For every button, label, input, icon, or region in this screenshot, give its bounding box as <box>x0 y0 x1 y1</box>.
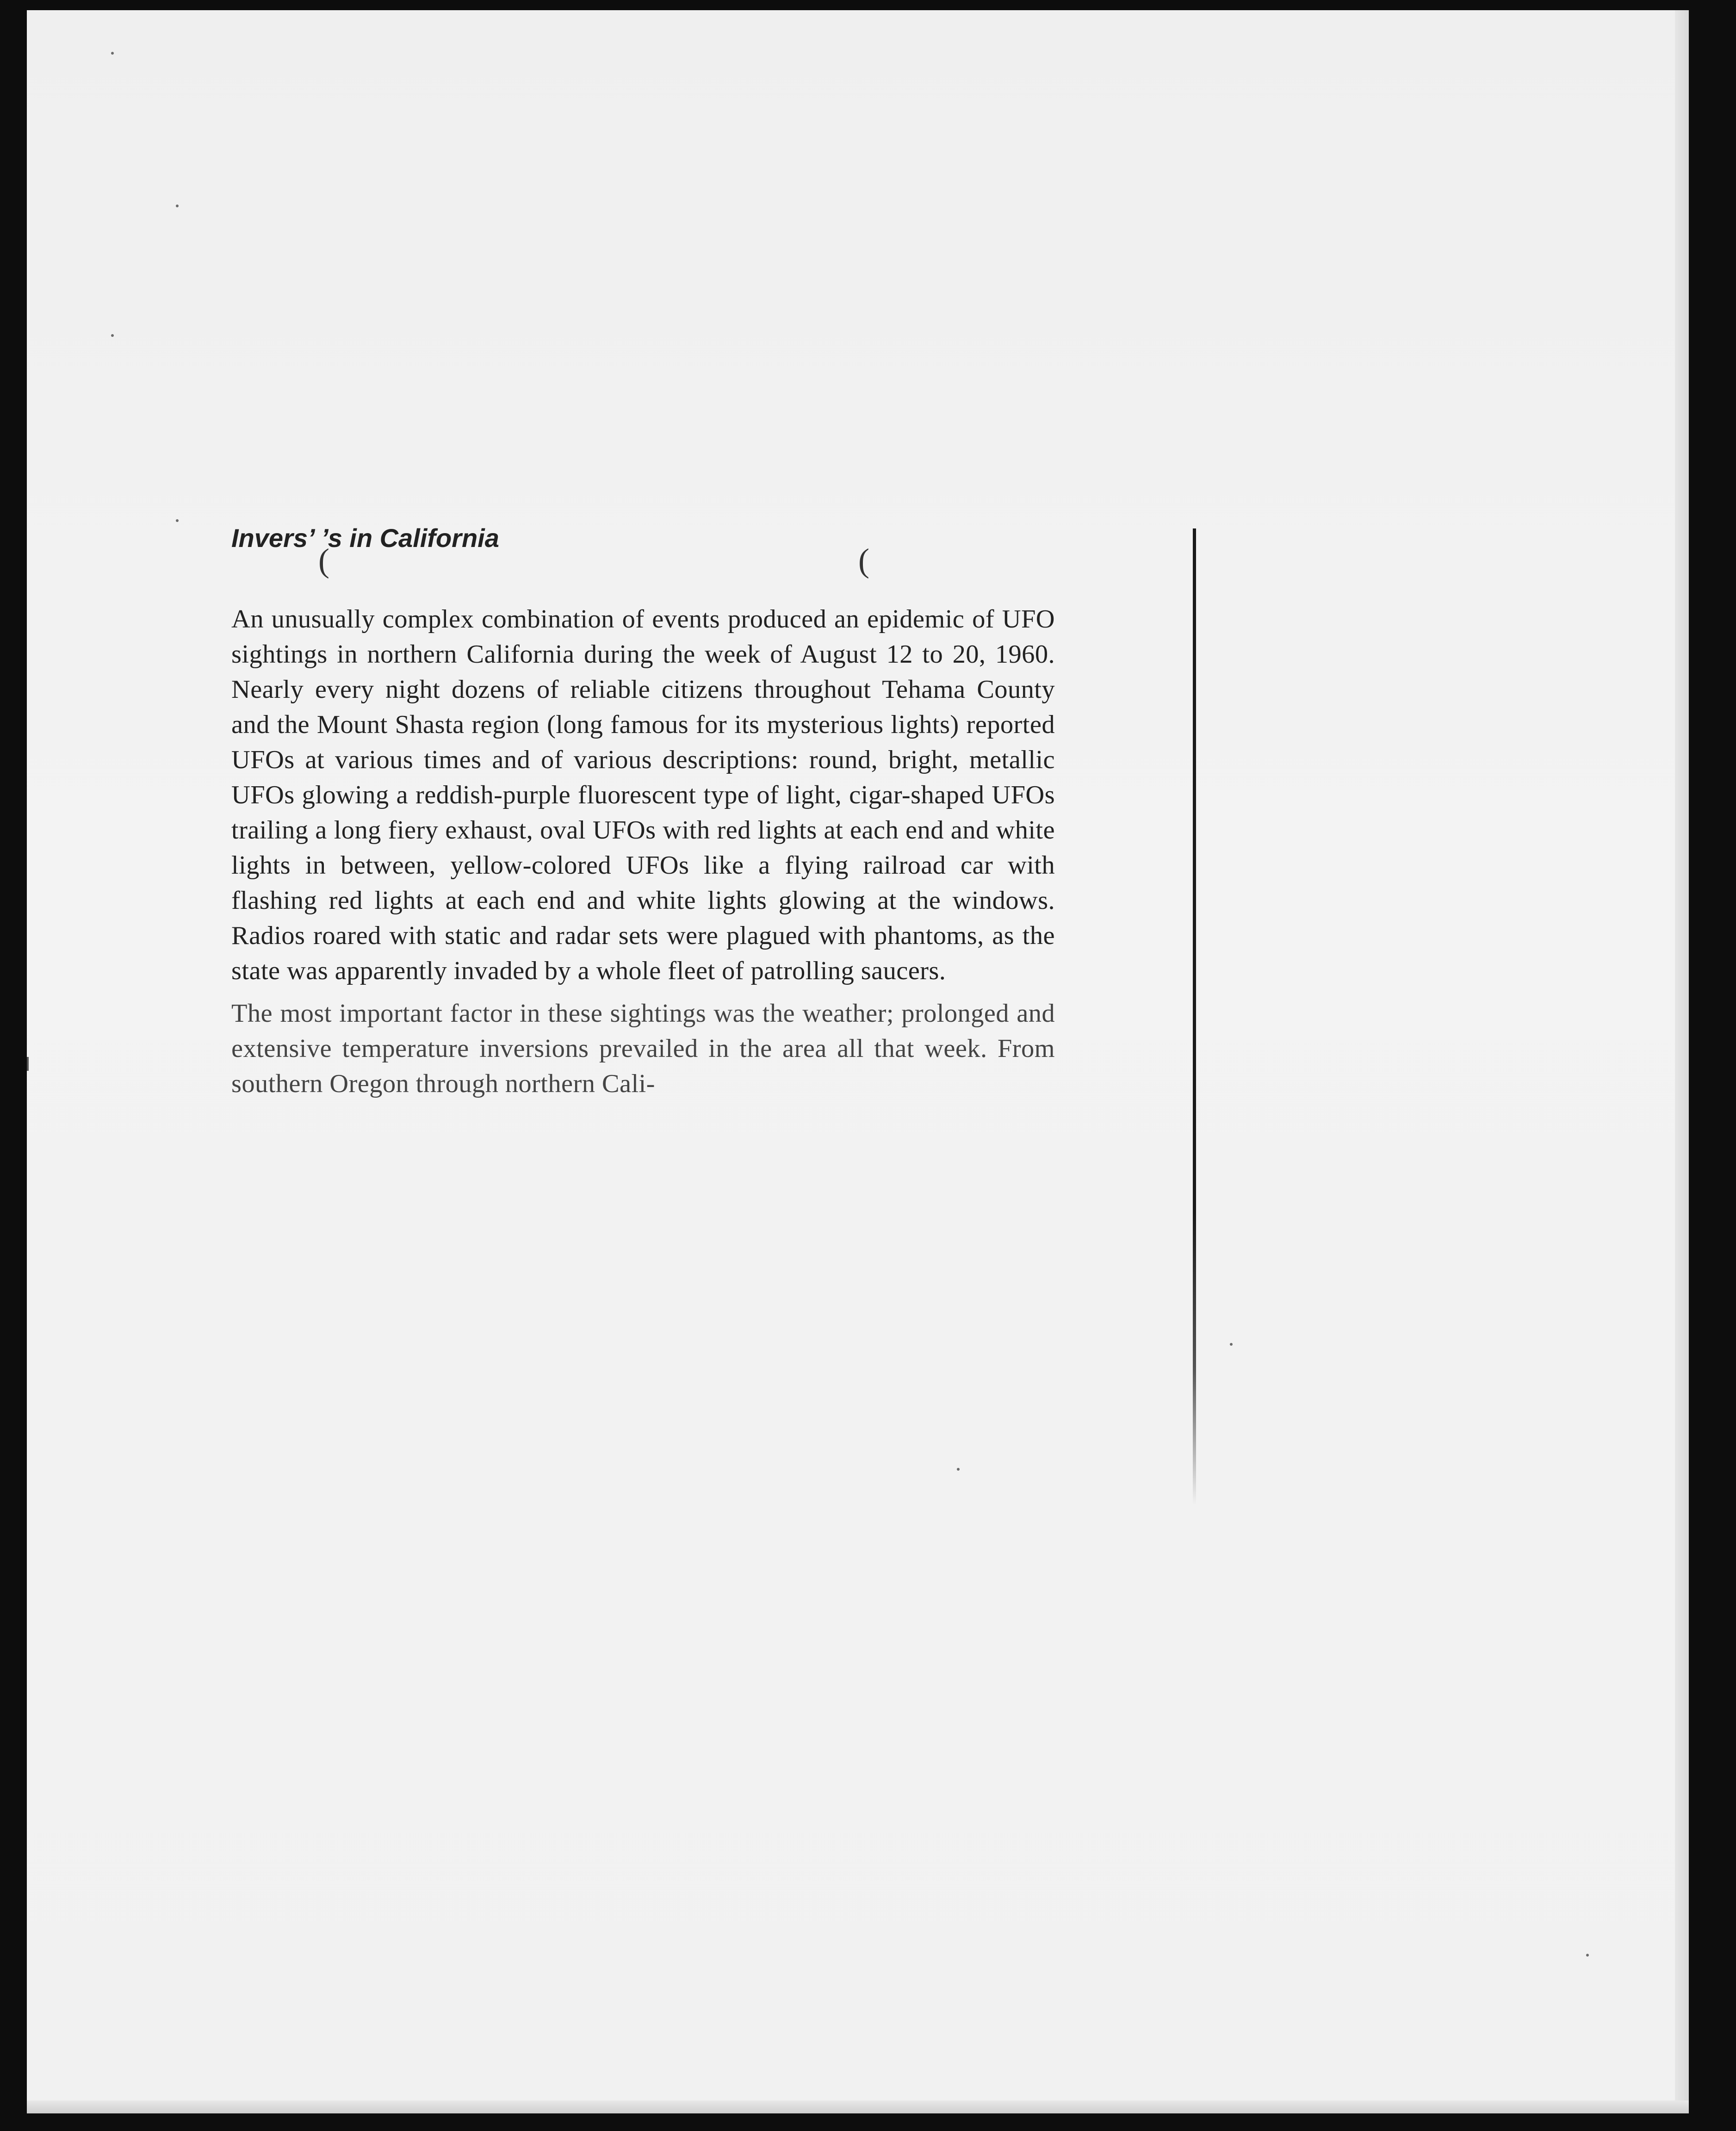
left-margin-mark <box>27 1057 29 1071</box>
dust-speck <box>176 205 179 207</box>
dust-speck <box>111 334 114 337</box>
dust-speck <box>176 519 179 522</box>
dust-speck <box>1230 1343 1233 1346</box>
paper-right-edge <box>1675 10 1689 2113</box>
stray-paren-mark: ( <box>318 542 329 579</box>
paragraph: An unusually complex combination of events produced an epidemic of UFO sightings in northern California during the week of August 12 to 20, 1960. Nearly every night dozens of reliable citizens throughout Tehama County and the Mount Shasta region (long famous for its mysterious lights) reported UFOs at various times and of various descriptions: round, bright, metallic UFOs glowing a reddish-purple fluorescent type of light, cigar-shaped UFOs trailing a long fiery exhaust, oval UFOs with red lights at each end and white lights in between, yellow-colored UFOs like a flying railroad car with flashing red lights at each end and white lights glowing at the windows. Radios roared with static and radar sets were plagued with phantoms, as the state was apparently invaded by a whole fleet of patrolling saucers. <box>231 605 1055 985</box>
vertical-rule-line <box>1193 528 1196 1505</box>
paper-bottom-edge <box>27 2100 1689 2113</box>
dust-speck <box>111 52 114 55</box>
dust-speck <box>957 1468 960 1471</box>
stray-paren-mark: ( <box>858 542 869 579</box>
article-body <box>231 523 1055 1101</box>
paragraph: The most important factor in these sightings was the weather; prolonged and extensive temperature inversions prevailed in the area all that week. From southern Oregon through northern Cali- <box>231 999 1055 1098</box>
dust-speck <box>1586 1954 1589 1957</box>
section-heading: Invers’ ’s in California <box>231 523 499 553</box>
